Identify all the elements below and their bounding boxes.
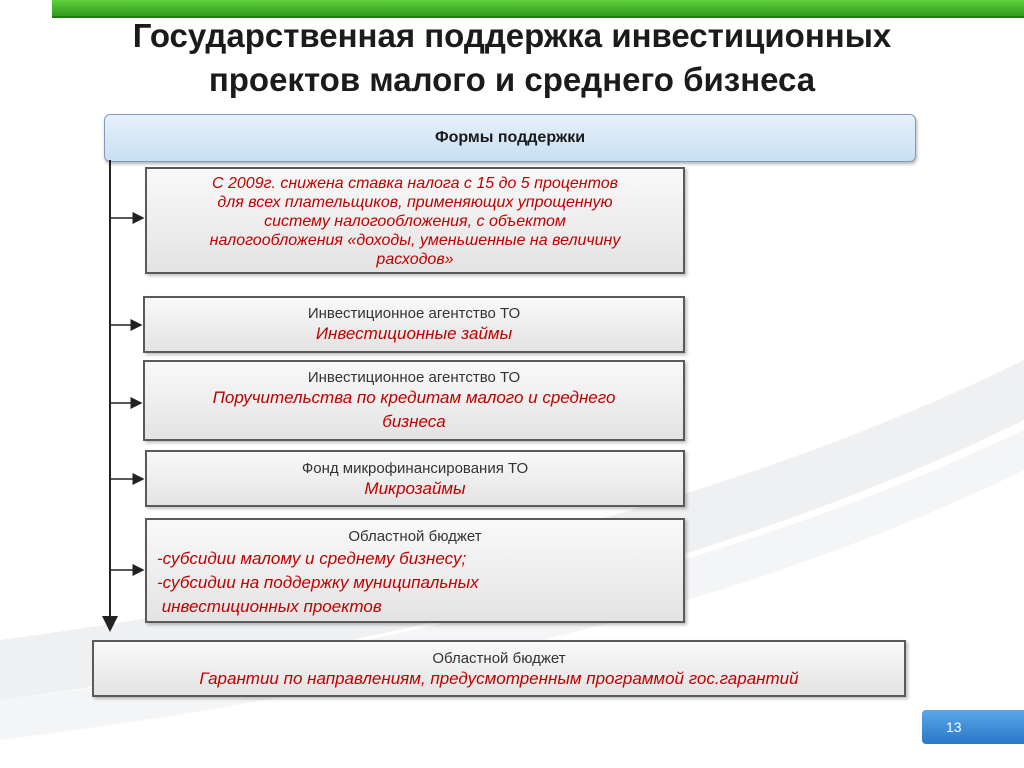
box-support-text: Микрозаймы	[364, 479, 466, 498]
subsidies-box	[145, 518, 685, 623]
page-number-badge	[922, 710, 1024, 744]
microloans-box	[145, 450, 685, 507]
box-org-label: Областной бюджет	[348, 528, 482, 545]
box-org-label: Инвестиционное агентство ТО	[307, 305, 521, 322]
header-label: Формы поддержки	[434, 129, 586, 146]
tax-rate-line-3: систему налогообложения, с объектом	[264, 213, 566, 230]
tax-rate-line-5: расходов»	[376, 251, 454, 268]
box-support-text-line-2: бизнеса	[382, 412, 446, 431]
box-support-text-line-1: Поручительства по кредитам малого и среднего	[212, 388, 616, 407]
tax-rate-line-4: налогообложения «доходы, уменьшенные на величину	[209, 232, 621, 249]
box-support-text: Гарантии по направлениям, предусмотренным программой гос.гарантий	[199, 669, 799, 688]
title-line-1: Государственная поддержка инвестиционных	[132, 17, 892, 54]
tax-rate-box	[145, 167, 685, 274]
page-number: 13	[946, 719, 962, 735]
box-support-text: Инвестиционные займы	[315, 324, 513, 343]
box-org-label: Инвестиционное агентство ТО	[307, 369, 521, 386]
list-item: -субсидии малому и среднему бизнесу;	[157, 549, 467, 568]
list-item: инвестиционных проектов	[157, 597, 382, 616]
loan-guarantees-box	[143, 360, 685, 441]
box-org-label: Областной бюджет	[432, 650, 566, 667]
title-line-2: проектов малого и среднего бизнеса	[208, 61, 816, 98]
tax-rate-line-2: для всех плательщиков, применяющих упрощенную	[217, 194, 613, 211]
investment-loans-box	[143, 296, 685, 353]
state-guarantees-box	[92, 640, 906, 697]
tax-rate-line-1: С 2009г. снижена ставка налога с 15 до 5 процентов	[212, 175, 618, 192]
box-org-label: Фонд микрофинансирования ТО	[301, 460, 529, 477]
list-item: -субсидии на поддержку муниципальных	[157, 573, 479, 592]
